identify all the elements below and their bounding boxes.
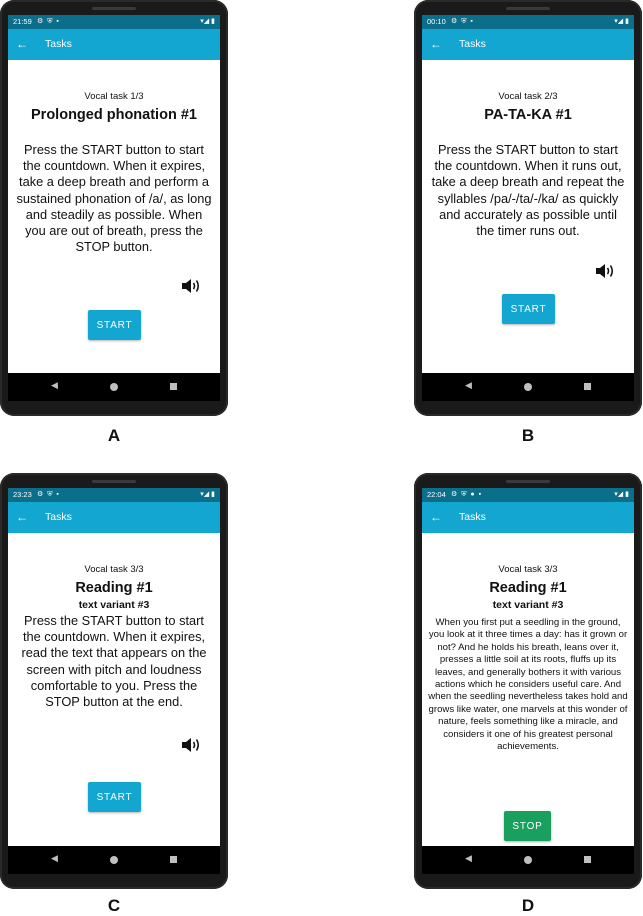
earpiece-speaker — [506, 7, 550, 10]
app-bar-title: Tasks — [45, 38, 72, 50]
app-bar — [422, 29, 634, 60]
task-title: Reading #1 — [489, 580, 567, 596]
status-notification-icons: ⚙ ⛨ ▪ — [37, 491, 60, 498]
triangle-back-icon[interactable]: ◀ — [51, 380, 58, 390]
circle-home-icon[interactable] — [524, 383, 532, 391]
phone-panel-b — [414, 0, 642, 416]
status-notification-icons: ⚙ ⛨ ▪ — [451, 18, 474, 25]
task-counter: Vocal task 1/3 — [84, 91, 144, 102]
status-notification-icons: ⚙ ⛨ ▪ — [37, 18, 60, 25]
phone-panel-d — [414, 473, 642, 889]
task-subtitle: text variant #3 — [492, 599, 564, 611]
android-nav-bar — [422, 373, 634, 401]
task-instructions: Press the START button to start the countdown. When it expires, read the text that appears on the screen with pitch and loudness comfortable to you. Press the STOP button at the end. — [21, 613, 207, 710]
app-bar — [422, 502, 634, 533]
speaker-volume-icon[interactable] — [595, 263, 615, 279]
start-button[interactable]: START — [88, 782, 141, 812]
status-signal-battery-icons: ▾◢ ▮ — [614, 18, 629, 25]
status-time: 22:04 — [427, 490, 446, 499]
status-signal-battery-icons: ▾◢ ▮ — [200, 18, 215, 25]
panel-label-b: B — [521, 426, 535, 445]
task-title: Prolonged phonation #1 — [31, 107, 197, 123]
phone-screen — [8, 488, 220, 874]
triangle-back-icon[interactable]: ◀ — [465, 380, 472, 390]
panel-label-c: C — [107, 896, 121, 915]
task-counter: Vocal task 2/3 — [498, 91, 558, 102]
arrow-left-icon[interactable]: ← — [16, 510, 28, 524]
status-notification-icons: ⚙ ⛨ ● ▪ — [451, 491, 483, 498]
phone-panel-a — [0, 0, 228, 416]
phone-screen — [8, 15, 220, 401]
earpiece-speaker — [92, 480, 136, 483]
reading-passage: When you first put a seedling in the ground, you look at it three times a day: has it grown or not? And he holds his breath, leans over it, presses a little soil at its roots, fluffs up its leaves, and generally bothers it with various actions which he considers useful care. And when the seedling nevertheless takes hold and grows like water, one marvels at this wonder of nature, feels something like a miracle, and considers it one of his greatest personal achievements. — [428, 617, 628, 753]
task-content — [8, 60, 220, 373]
status-bar — [8, 15, 220, 29]
circle-home-icon[interactable] — [524, 856, 532, 864]
speaker-volume-icon[interactable] — [181, 278, 201, 294]
app-bar-title: Tasks — [459, 511, 486, 523]
status-time: 00:10 — [427, 17, 446, 26]
stop-button[interactable]: STOP — [504, 811, 551, 841]
task-instructions: Press the START button to start the countdown. When it runs out, take a deep breath and repeat the syllables /pa/-/ta/-/ka/ as quickly and accurately as possible until the timer runs out. — [431, 142, 625, 239]
task-instructions: Press the START button to start the countdown. When it expires, take a deep breath and perform a sustained phonation of /a/, as long and steadily as possible. When you are out of breath, press the STOP button. — [16, 142, 212, 255]
square-recents-icon[interactable] — [584, 856, 591, 863]
android-nav-bar — [8, 373, 220, 401]
square-recents-icon[interactable] — [170, 383, 177, 390]
circle-home-icon[interactable] — [110, 383, 118, 391]
task-title: PA-TA-KA #1 — [484, 107, 572, 123]
app-bar — [8, 502, 220, 533]
speaker-volume-icon[interactable] — [181, 737, 201, 753]
start-button[interactable]: START — [88, 310, 141, 340]
panel-label-d: D — [521, 896, 535, 915]
android-nav-bar — [422, 846, 634, 874]
task-counter: Vocal task 3/3 — [84, 564, 144, 575]
arrow-left-icon[interactable]: ← — [430, 510, 442, 524]
task-content — [422, 533, 634, 846]
app-bar-title: Tasks — [459, 38, 486, 50]
square-recents-icon[interactable] — [170, 856, 177, 863]
status-bar — [422, 488, 634, 502]
panel-label-a: A — [107, 426, 121, 445]
triangle-back-icon[interactable]: ◀ — [465, 853, 472, 863]
status-signal-battery-icons: ▾◢ ▮ — [614, 491, 629, 498]
status-bar — [422, 15, 634, 29]
earpiece-speaker — [506, 480, 550, 483]
task-subtitle: text variant #3 — [78, 599, 150, 611]
status-time: 23:23 — [13, 490, 32, 499]
arrow-left-icon[interactable]: ← — [430, 37, 442, 51]
circle-home-icon[interactable] — [110, 856, 118, 864]
square-recents-icon[interactable] — [584, 383, 591, 390]
status-bar — [8, 488, 220, 502]
phone-screen — [422, 15, 634, 401]
arrow-left-icon[interactable]: ← — [16, 37, 28, 51]
earpiece-speaker — [92, 7, 136, 10]
status-time: 21:59 — [13, 17, 32, 26]
task-counter: Vocal task 3/3 — [498, 564, 558, 575]
app-bar-title: Tasks — [45, 511, 72, 523]
android-nav-bar — [8, 846, 220, 874]
triangle-back-icon[interactable]: ◀ — [51, 853, 58, 863]
app-bar — [8, 29, 220, 60]
task-title: Reading #1 — [75, 580, 153, 596]
start-button[interactable]: START — [502, 294, 555, 324]
status-signal-battery-icons: ▾◢ ▮ — [200, 491, 215, 498]
task-content — [422, 60, 634, 373]
phone-screen — [422, 488, 634, 874]
phone-panel-c — [0, 473, 228, 889]
task-content — [8, 533, 220, 846]
